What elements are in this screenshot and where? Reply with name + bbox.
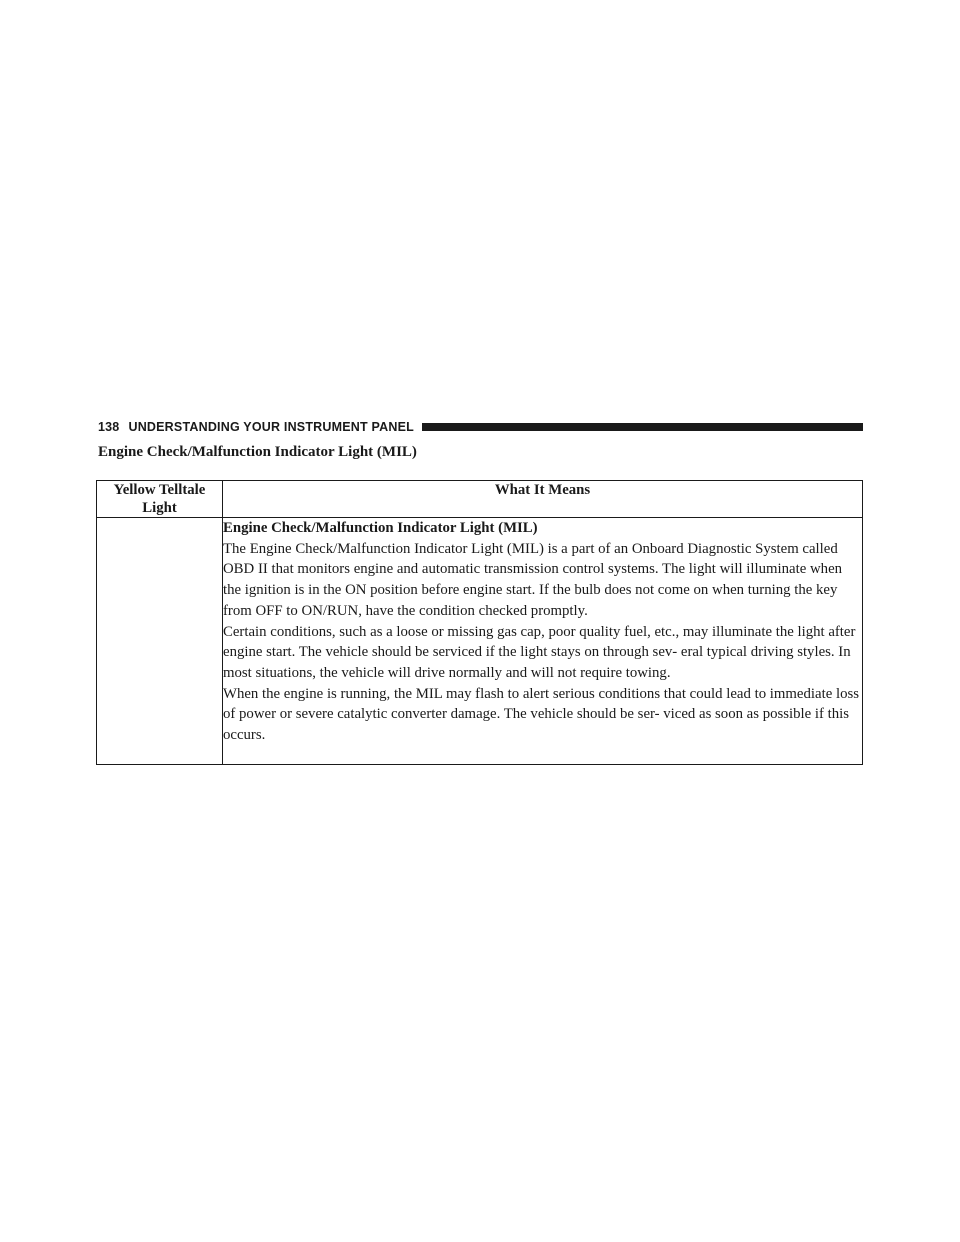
header-rule <box>422 423 863 431</box>
telltale-header-line1: Yellow Telltale <box>113 482 206 498</box>
section-subtitle: Engine Check/Malfunction Indicator Light (MIL) <box>98 444 417 460</box>
table-row <box>97 518 863 765</box>
telltale-icon-cell <box>97 518 223 765</box>
description-cell <box>223 518 863 765</box>
entry-title: Engine Check/Malfunction Indicator Light (MIL) <box>223 520 538 536</box>
page-header <box>98 418 863 436</box>
telltale-header-line2: Light <box>142 500 177 516</box>
description-paragraph-2: Certain conditions, such as a loose or missing gas cap, poor quality fuel, etc., may illuminate the light after engine start. The vehicle should be serviced if the light stays on through sev- eral typical driving styles. In most situations, the vehicle will drive normally and will not require towing. <box>223 623 856 681</box>
telltale-table <box>96 480 863 765</box>
page-number: 138 <box>98 420 120 434</box>
table-header-row <box>97 481 863 518</box>
telltale-light-header <box>97 481 223 518</box>
description-paragraph-1: The Engine Check/Malfunction Indicator Light (MIL) is a part of an Onboard Diagnostic System called OBD II that monitors engine and automatic transmission control systems. The light will illuminate when the ignition is in the ON position before engine start. If the bulb does not come on when turning the key from OFF to ON/RUN, have the condition checked promptly. <box>223 540 843 619</box>
section-title: UNDERSTANDING YOUR INSTRUMENT PANEL <box>128 420 414 434</box>
description-paragraph-3: When the engine is running, the MIL may flash to alert serious conditions that could lead to immediate loss of power or severe catalytic converter damage. The vehicle should be ser- viced as soon as possible if this occurs. <box>223 685 859 744</box>
what-it-means-header: What It Means <box>223 481 863 518</box>
